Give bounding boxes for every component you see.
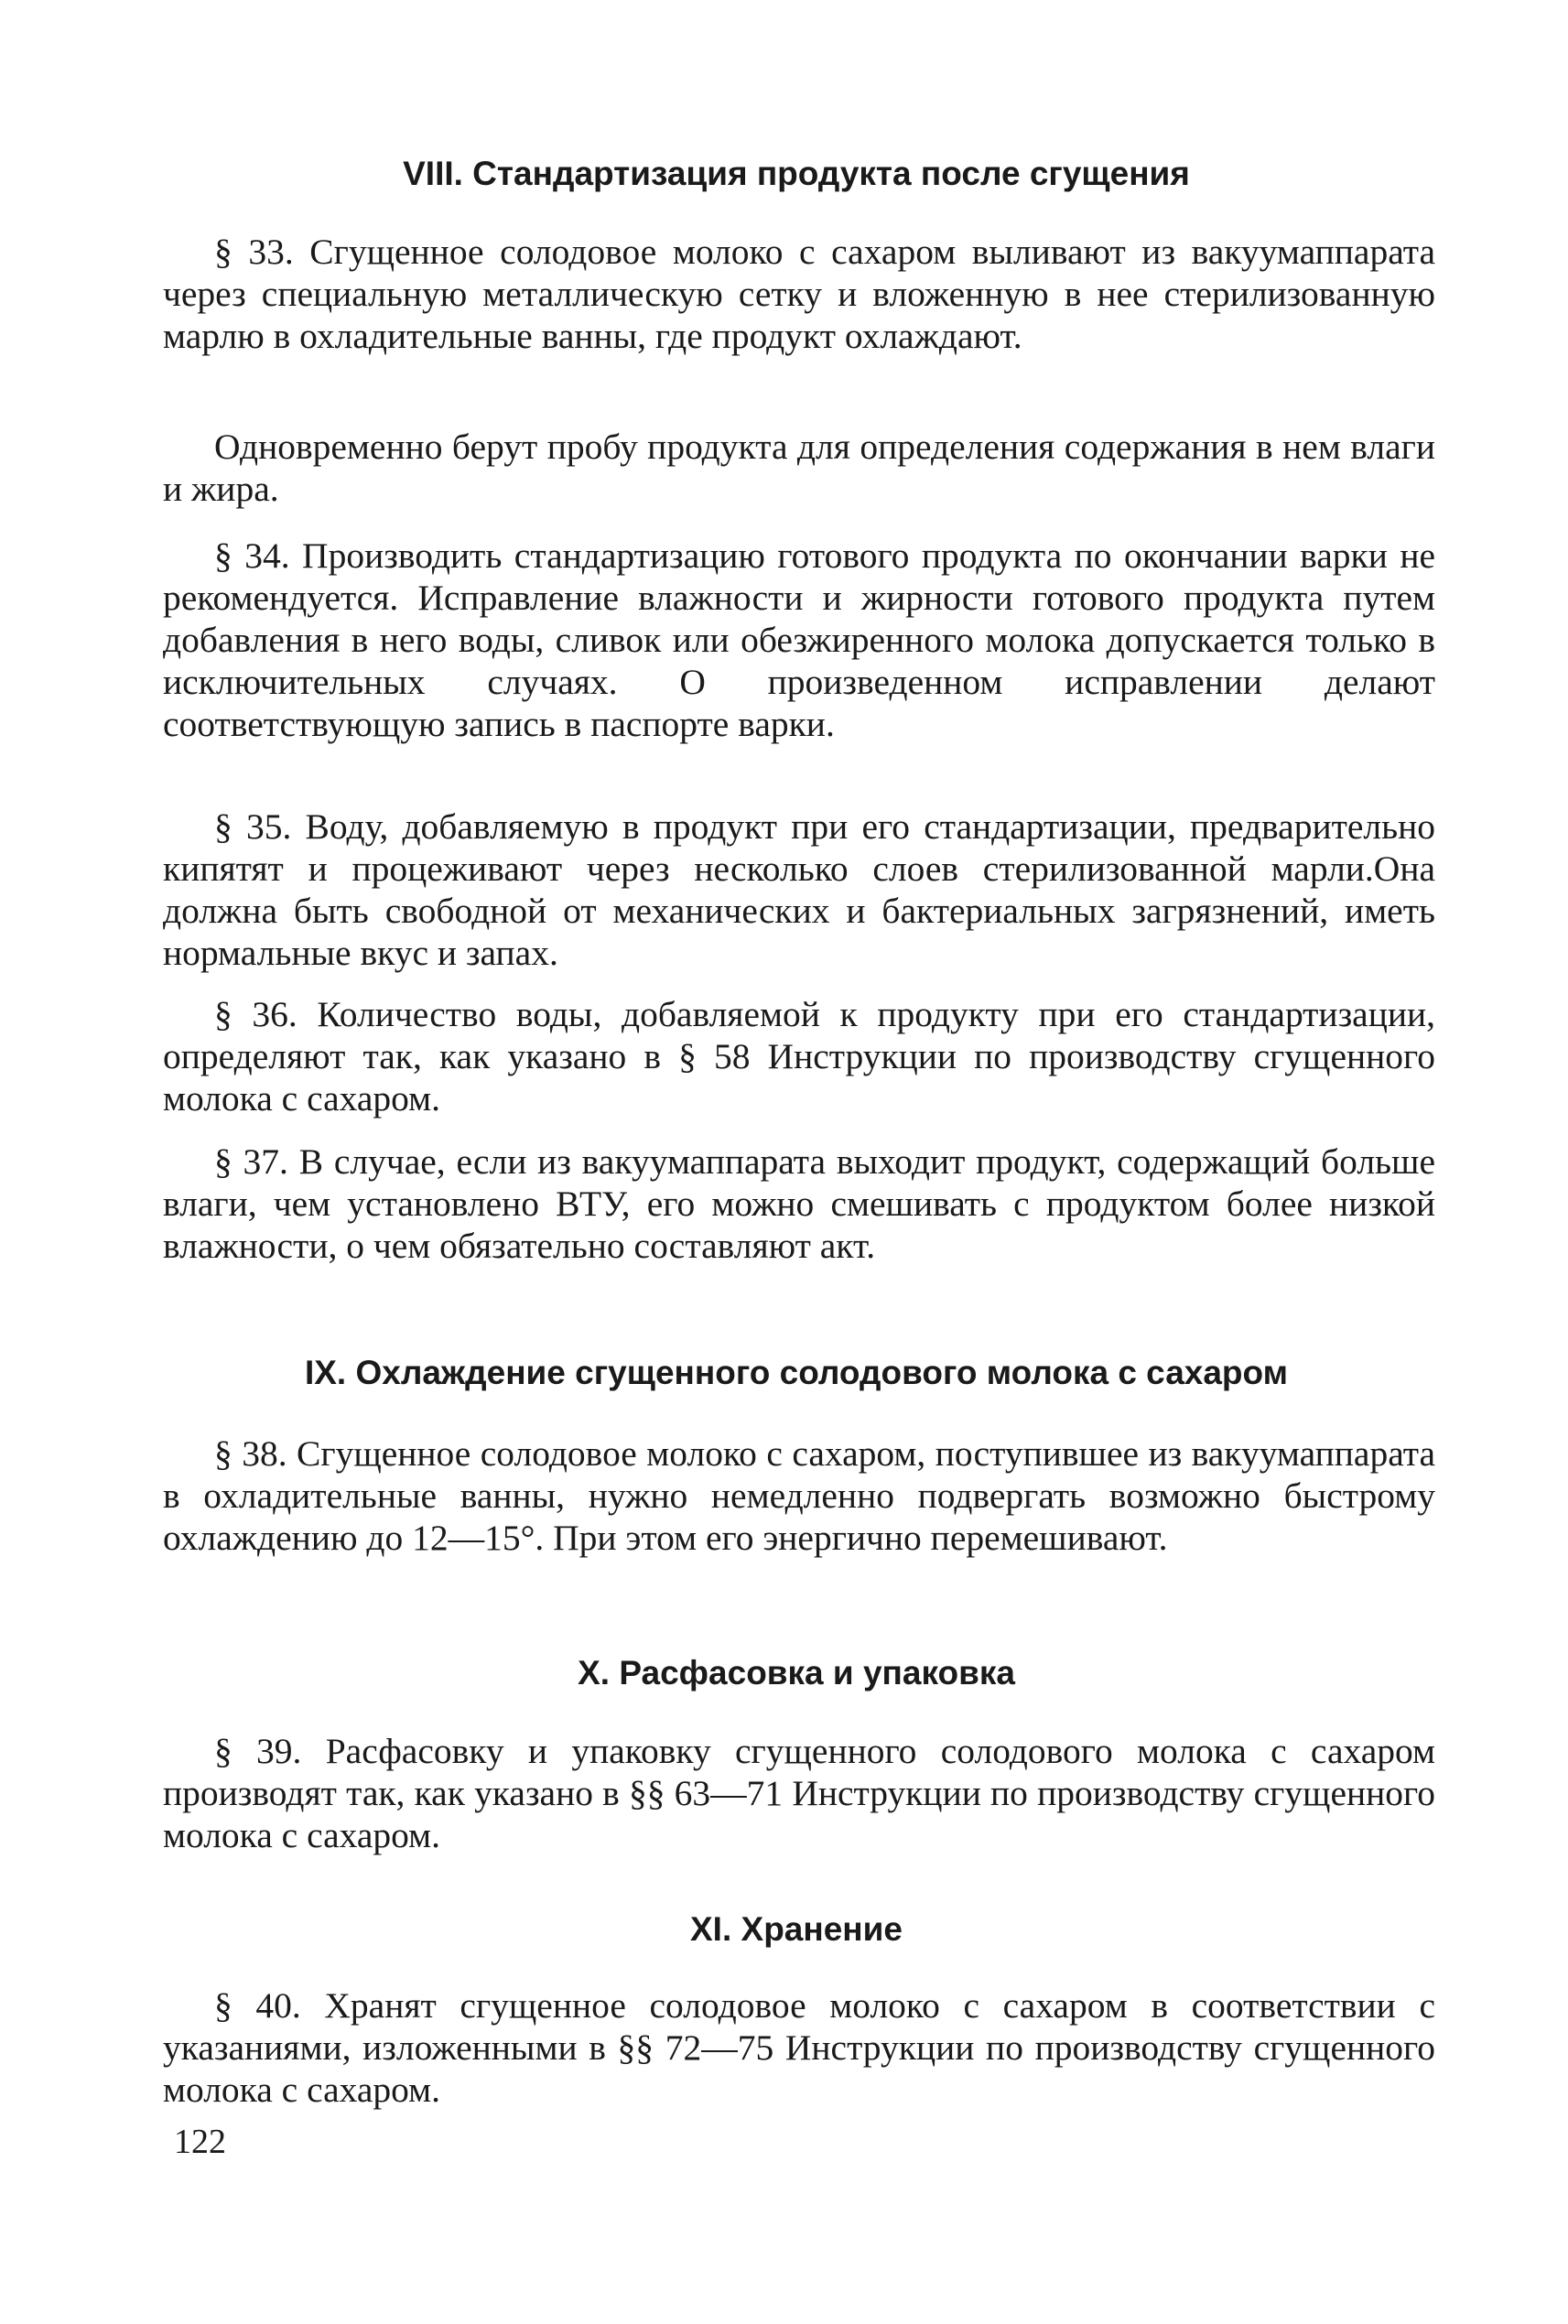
paragraph-sampling: Одновременно берут пробу продукта для определения содержания в нем влаги и жира. bbox=[163, 427, 1435, 509]
paragraph-36: § 36. Количество воды, добавляемой к продукту при его стандартизации, определяют так, как указано в § 58 Инструкции по производству сгущенного молока с сахаром. bbox=[163, 994, 1435, 1119]
section-heading-x: X. Расфасовка и упаковка bbox=[578, 1654, 1015, 1692]
section-heading-ix: IX. Охлаждение сгущенного солодового молока с сахаром bbox=[304, 1354, 1289, 1391]
paragraph-38: § 38. Сгущенное солодовое молоко с сахаром, поступившее из вакуумаппарата в охладительные ванны, нужно немедленно подвергать возможно быстрому охлаждению до 12—15°. При этом его энергично перемешивают. bbox=[163, 1433, 1435, 1558]
paragraph-33: § 33. Сгущенное солодовое молоко с сахаром выливают из вакуумаппарата через специальную металлическую сетку и вложенную в нее стерилизованную марлю в охладительные ванны, где продукт охлаждают. bbox=[163, 232, 1435, 356]
paragraph-34: § 34. Производить стандартизацию готового продукта по окончании варки не рекомендуется. Исправление влажности и жирности готового продукта путем добавления в него воды, сливок или обезжиренного молока допускается только в исключительных случаях. О произведенном исправлении делают соответствующую запись в паспорте варки. bbox=[163, 535, 1435, 744]
paragraph-40: § 40. Хранят сгущенное солодовое молоко с сахаром в соответствии с указаниями, изложенными в §§ 72—75 Инструкции по производству сгущенного молока с сахаром. bbox=[163, 1985, 1435, 2110]
paragraph-37: § 37. В случае, если из вакуумаппарата выходит продукт, содержащий больше влаги, чем установлено ВТУ, его можно смешивать с продуктом более низкой влажности, о чем обязательно составляют акт. bbox=[163, 1141, 1435, 1266]
paragraph-35: § 35. Воду, добавляемую в продукт при его стандартизации, предварительно кипятят и процеживают через несколько слоев стерилизованной марли.Она должна быть свободной от механических и бактериальных загрязнений, иметь нормальные вкус и запах. bbox=[163, 806, 1435, 973]
paragraph-39: § 39. Расфасовку и упаковку сгущенного солодового молока с сахаром производят так, как указано в §§ 63—71 Инструкции по производству сгущенного молока с сахаром. bbox=[163, 1731, 1435, 1855]
section-heading-viii: VIII. Стандартизация продукта после сгущения bbox=[403, 155, 1190, 192]
page-number: 122 bbox=[174, 2123, 226, 2161]
section-heading-xi: XI. Хранение bbox=[690, 1910, 903, 1948]
